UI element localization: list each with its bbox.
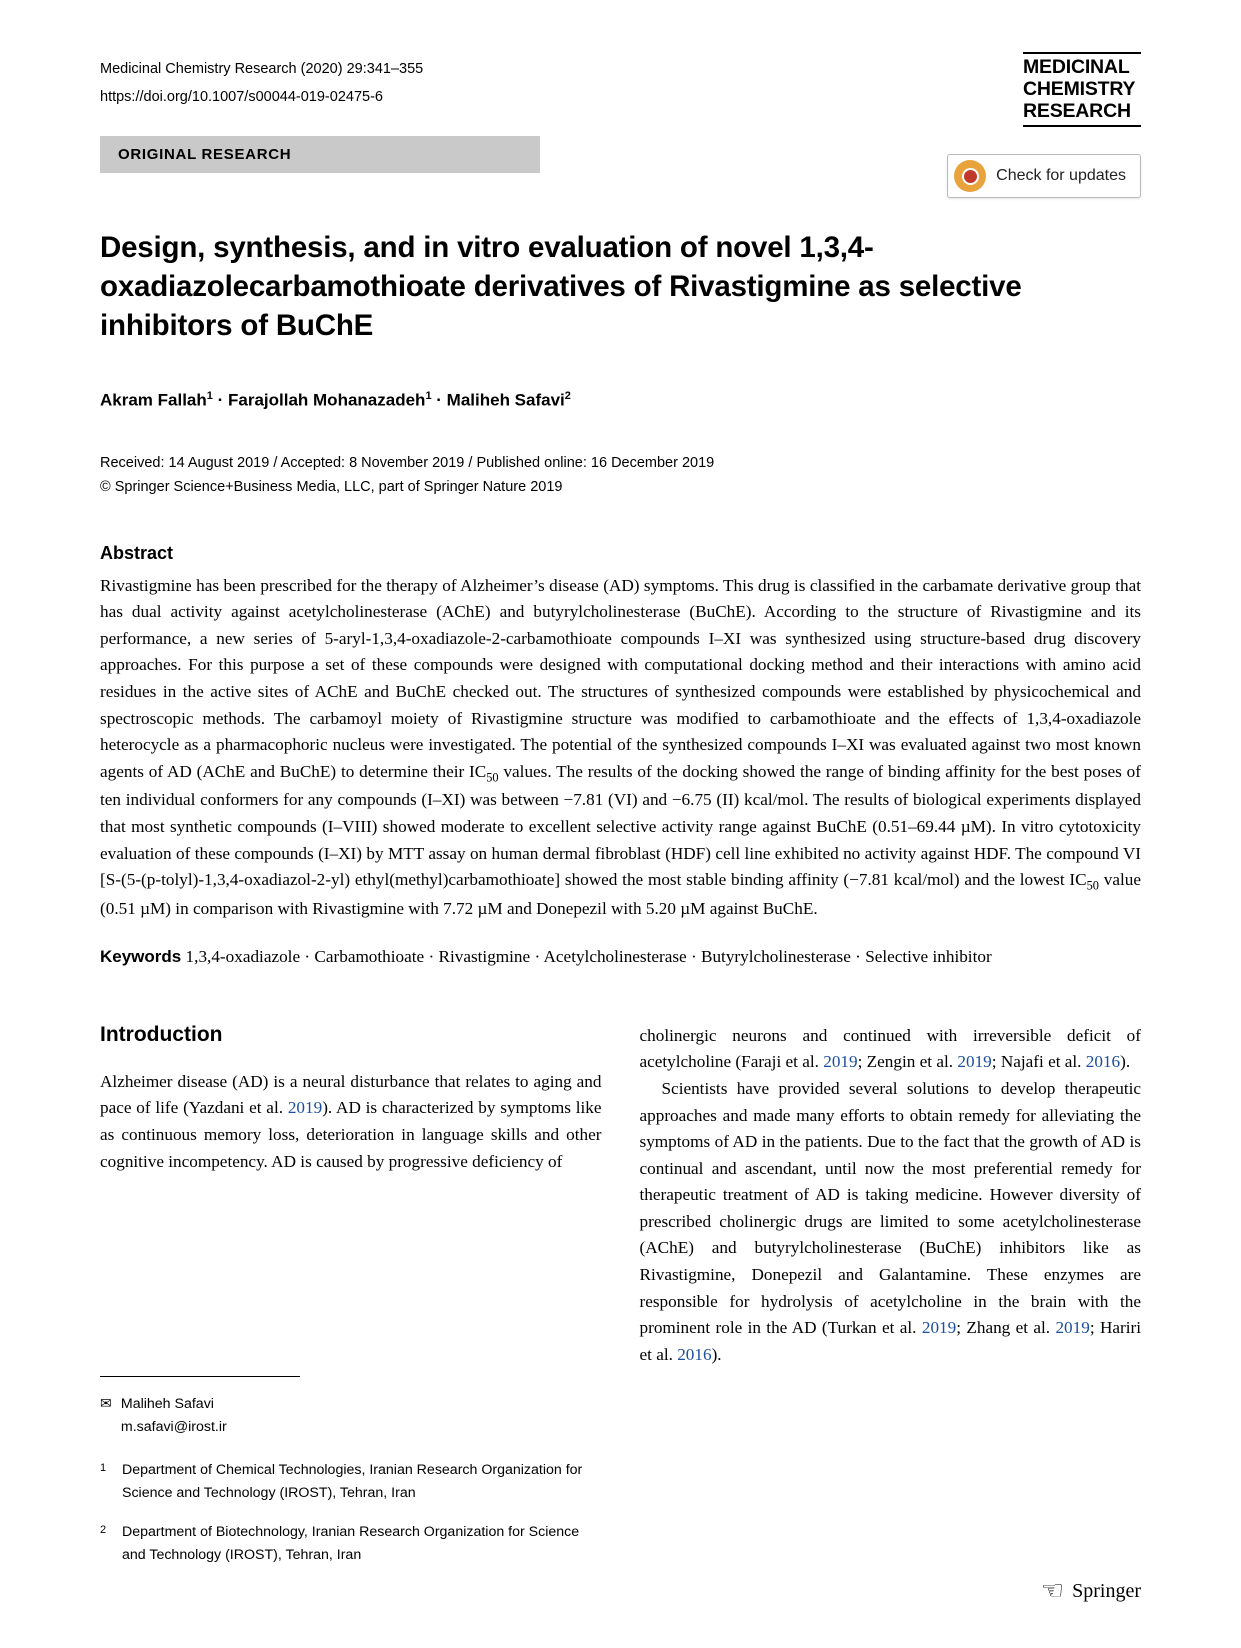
abstract-heading: Abstract: [100, 542, 174, 563]
corresponding-author-email[interactable]: m.safavi@irost.ir: [120, 1418, 227, 1435]
affiliation-1: [100, 1459, 602, 1505]
doi-link[interactable]: https://doi.org/10.1007/s00044-019-02475-6: [100, 89, 383, 106]
keywords-block: [100, 944, 1141, 971]
introduction-heading: Introduction: [100, 1022, 223, 1046]
page-header: [100, 52, 1141, 126]
left-column: [100, 1023, 602, 1583]
affiliation-2-number: 2: [100, 1523, 107, 1536]
crossmark-icon: [954, 160, 986, 192]
journal-logo-line2: CHEMISTRY: [1023, 77, 1136, 100]
right-column: [640, 1023, 1142, 1583]
page-title: Design, synthesis, and in vitro evaluation of novel 1,3,4-oxadiazolecarbamothioate derivatives of Rivastigmine as selective inhibitors of BuChE: [100, 231, 1022, 343]
journal-reference-block: [100, 52, 423, 109]
springer-logo-icon: ☜: [1040, 1576, 1065, 1605]
copyright-line: © Springer Science+Business Media, LLC, part of Springer Nature 2019: [100, 478, 563, 495]
corresponding-author-name: Maliheh Safavi: [120, 1395, 214, 1412]
keywords-label: Keywords: [100, 947, 182, 967]
affiliation-2-text: Department of Biotechnology, Iranian Research Organization for Science and Technology (IROST), Tehran, Iran: [122, 1523, 580, 1563]
intro-paragraph-1: Alzheimer disease (AD) is a neural disturbance that relates to aging and pace of life (Yazdani et al. 2019). AD is characterized by symptoms like as continuous memory loss, deterioration in language skills and other cognitive incompetency. AD is caused by progressive deficiency of: [100, 1071, 602, 1171]
journal-logo-line1: MEDICINAL: [1023, 56, 1130, 78]
abstract-text: Rivastigmine has been prescribed for the therapy of Alzheimer’s disease (AD) symptoms. This drug is classified in the carbamate derivative group that has dual activity against acetylcholinesterase (AChE) and butyrylcholinesterase (BuChE). According to the structure of Rivastigmine and its performance, a new series of 5-aryl-1,3,4-oxadiazole-2-carbamothioate compounds I–XI was synthesized using structure-based drug discovery approaches. For this purpose a set of these compounds were designed with computational docking method and their interactions with amino acid residues in the active sites of AChE and BuChE checked out. The structures of synthesized compounds were established by physicochemical and spectroscopic methods. The carbamoyl moiety of Rivastigmine structure was modified to carbamothioate and the effects of 1,3,4-oxadiazole heterocycle as a pharmacophoric nucleus were investigated. The potential of the synthesized compounds I–XI was evaluated against two most known agents of AD (AChE and BuChE) to determine their $IC_{50}$ values. The results of the docking showed the range of binding affinity for the best poses of ten individual conformers for any compounds (I–XI) was between −7.81 (VI) and −6.75 (II) kcal/mol. The results of biological experiments displayed that most synthetic compounds (I–VIII) showed moderate to excellent selective activity range against BuChE (0.51–69.44 µM). In vitro cytotoxicity evaluation of these compounds (I–XI) by MTT assay on human dermal fibroblast (HDF) cell line exhibited no activity against HDF. The compound VI [S-(5-(p-tolyl)-1,3,4-oxadiazol-2-yl) ethyl(methyl)carbamothioate] showed the most stable binding affinity (−7.81 kcal/mol) and the lowest $IC_{50}$ value (0.51 µM) in comparison with Rivastigmine with 7.72 µM and Donepezil with 5.20 µM against BuChE.: [100, 575, 1141, 918]
publisher-name: Springer: [1072, 1579, 1141, 1602]
article-type-badge: ORIGINAL RESEARCH: [100, 136, 540, 173]
article-type-row: [100, 136, 1141, 184]
envelope-icon: ✉: [100, 1395, 112, 1412]
corresponding-author: [100, 1393, 602, 1439]
footnote-divider: [100, 1376, 300, 1377]
journal-citation: Medicinal Chemistry Research (2020) 29:341–355: [100, 61, 424, 77]
check-for-updates-button[interactable]: [947, 154, 1141, 198]
affiliation-2: [100, 1521, 602, 1567]
author-list: Akram Fallah$^1$ · Farajollah Mohanazadeh$^1$ · Maliheh Safavi$^2$: [100, 389, 571, 410]
journal-logo: [1023, 52, 1141, 127]
publication-dates: Received: 14 August 2019 / Accepted: 8 November 2019 / Published online: 16 December 2019: [100, 455, 715, 472]
body-columns: [100, 1023, 1141, 1583]
intro-paragraph-2: Scientists have provided several solutions to develop therapeutic approaches and made many efforts to obtain remedy for alleviating the symptoms of AD in the patients. Due to the fact that the growth of AD is continual and ascendant, until now the most preferential remedy for therapeutic treatment of AD is taking medicine. However diversity of prescribed cholinergic drugs are limited to some acetylcholinesterase (AChE) and butyrylcholinesterase (BuChE) inhibitors like as Rivastigmine, Donepezil and Galantamine. These enzymes are responsible for hydrolysis of acetylcholine in the brain with the prominent role in the AD (Turkan et al. 2019; Zhang et al. 2019; Hariri et al. 2016).: [639, 1078, 1142, 1364]
publisher-footer: [1041, 1578, 1141, 1604]
check-for-updates-label: Check for updates: [996, 167, 1126, 184]
affiliation-1-text: Department of Chemical Technologies, Iranian Research Organization for Science and Technology (IROST), Tehran, Iran: [122, 1461, 583, 1501]
footnotes: [100, 1376, 602, 1583]
journal-logo-line3: RESEARCH: [1023, 99, 1131, 122]
affiliation-1-number: 1: [100, 1461, 107, 1474]
intro-paragraph-1-continued: cholinergic neurons and continued with irreversible deficit of acetylcholine (Faraji et al. 2019; Zengin et al. 2019; Najafi et al. 2016).: [639, 1025, 1141, 1072]
keywords-text: 1,3,4-oxadiazole · Carbamothioate · Rivastigmine · Acetylcholinesterase · Butyrylcholinesterase · Selective inhibitor: [185, 947, 992, 967]
